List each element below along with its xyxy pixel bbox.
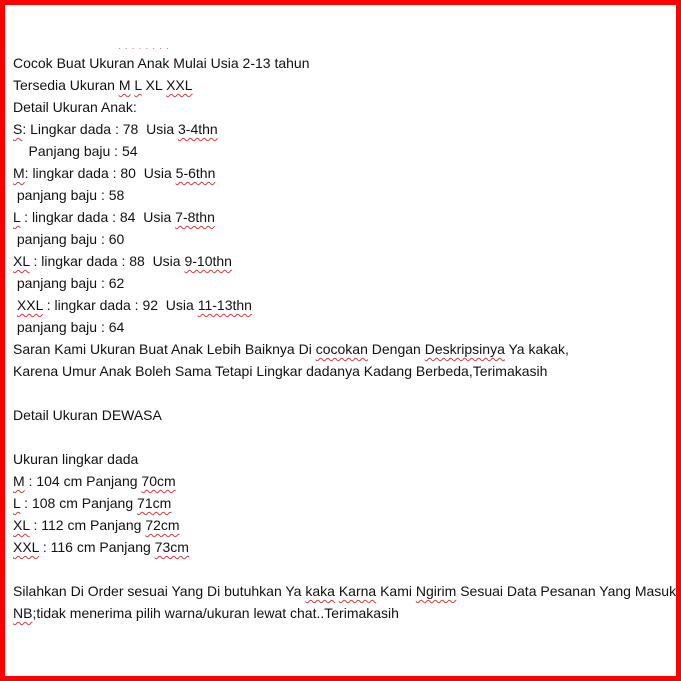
- text-segment: Detail Ukuran Anak:: [13, 99, 137, 115]
- text-segment: XL: [141, 77, 167, 93]
- text-segment: : 112 cm Panjang: [29, 517, 146, 533]
- text-line: [13, 96, 673, 118]
- text-line: [13, 602, 673, 624]
- text-line: [13, 228, 673, 250]
- text-segment: : 116 cm Panjang: [38, 539, 155, 555]
- misspelled-word: 72cm: [145, 517, 180, 533]
- text-segment: : lingkar dada : 80 Usia: [24, 165, 176, 181]
- misspelled-word: cocokan: [315, 341, 368, 357]
- misspelled-word: Karna: [338, 583, 377, 599]
- text-line: [13, 162, 673, 184]
- misspelled-word: XL: [13, 517, 30, 533]
- text-segment: Karena Umur Anak Boleh Sama Tetapi Lingkar dadanya Kadang Berbeda,Terimakasih: [13, 363, 548, 379]
- text-line: [13, 184, 673, 206]
- spellcheck-dots: · · · · · · · ·: [118, 44, 170, 53]
- text-segment: panjang baju : 62: [13, 275, 125, 291]
- text-segment: Dengan: [367, 341, 425, 357]
- text-line: [13, 294, 673, 316]
- misspelled-word: XXL: [166, 77, 193, 93]
- misspelled-word: M: [118, 77, 131, 93]
- text-line: [13, 272, 673, 294]
- misspelled-word: 71cm: [137, 495, 172, 511]
- misspelled-word: Ngirim: [415, 583, 457, 599]
- text-segment: Saran Kami Ukuran Buat Anak Lebih Baiknya Di: [13, 341, 316, 357]
- misspelled-word: kaka: [305, 583, 335, 599]
- text-line: [13, 250, 673, 272]
- document-body: [13, 52, 677, 624]
- text-segment: panjang baju : 64: [13, 319, 125, 335]
- misspelled-word: 9-10thn: [184, 253, 232, 269]
- text-line: [13, 448, 673, 470]
- text-segment: : 104 cm Panjang: [24, 473, 142, 489]
- text-segment: : Lingkar dada : 78 Usia: [22, 121, 178, 137]
- text-line: [13, 360, 673, 382]
- misspelled-word: 11-13thn: [197, 297, 252, 313]
- text-segment: Sesuai Data Pesanan Yang Masuk: [456, 583, 677, 599]
- text-line: [13, 470, 673, 492]
- misspelled-word: 5-6thn: [175, 165, 216, 181]
- text-segment: : lingkar dada : 88 Usia: [29, 253, 185, 269]
- misspelled-word: XXL: [13, 539, 39, 555]
- misspelled-word: L: [13, 495, 21, 511]
- text-segment: Ya kakak,: [504, 341, 569, 357]
- text-segment: Ukuran lingkar dada: [13, 451, 139, 467]
- text-line: [13, 514, 673, 536]
- text-segment: Panjang baju : 54: [13, 143, 138, 159]
- misspelled-word: M: [13, 165, 25, 181]
- text-line: [13, 74, 673, 96]
- misspelled-word: L: [13, 209, 21, 225]
- misspelled-word: Deskripsinya: [424, 341, 505, 357]
- misspelled-word: 7-8thn: [175, 209, 215, 225]
- text-segment: Cocok Buat Ukuran Anak Mulai Usia 2-13 tahun: [13, 55, 310, 71]
- text-line: [13, 140, 673, 162]
- blank-line: [13, 382, 673, 404]
- text-line: [13, 536, 673, 558]
- text-line: [13, 52, 673, 74]
- text-line: [13, 338, 673, 360]
- misspelled-word: L: [134, 77, 142, 93]
- misspelled-word: 70cm: [141, 473, 176, 489]
- text-segment: Tersedia Ukuran: [13, 77, 119, 93]
- text-segment: panjang baju : 60: [13, 231, 125, 247]
- text-line: [13, 580, 677, 602]
- misspelled-word: 73cm: [154, 539, 189, 555]
- text-segment: Silahkan Di Order sesuai Yang Di butuhkan Ya: [13, 583, 306, 599]
- misspelled-word: 3-4thn: [178, 121, 218, 137]
- text-line: [13, 492, 673, 514]
- text-line: [13, 404, 673, 426]
- text-line: [13, 118, 673, 140]
- text-segment: : 108 cm Panjang: [20, 495, 138, 511]
- blank-line: [13, 426, 673, 448]
- text-segment: Kami: [376, 583, 416, 599]
- misspelled-word: NB: [13, 605, 33, 621]
- blank-line: [13, 558, 673, 580]
- text-segment: ;tidak menerima pilih warna/ukuran lewat chat..Terimakasih: [32, 605, 399, 621]
- text-line: [13, 206, 673, 228]
- misspelled-word: XXL: [16, 297, 43, 313]
- text-line: [13, 316, 673, 338]
- text-segment: : lingkar dada : 92 Usia: [42, 297, 198, 313]
- text-segment: : lingkar dada : 84 Usia: [20, 209, 176, 225]
- text-segment: Detail Ukuran DEWASA: [13, 407, 162, 423]
- misspelled-word: XL: [13, 253, 30, 269]
- misspelled-word: M: [13, 473, 25, 489]
- text-segment: panjang baju : 58: [13, 187, 125, 203]
- misspelled-word: S: [13, 121, 23, 137]
